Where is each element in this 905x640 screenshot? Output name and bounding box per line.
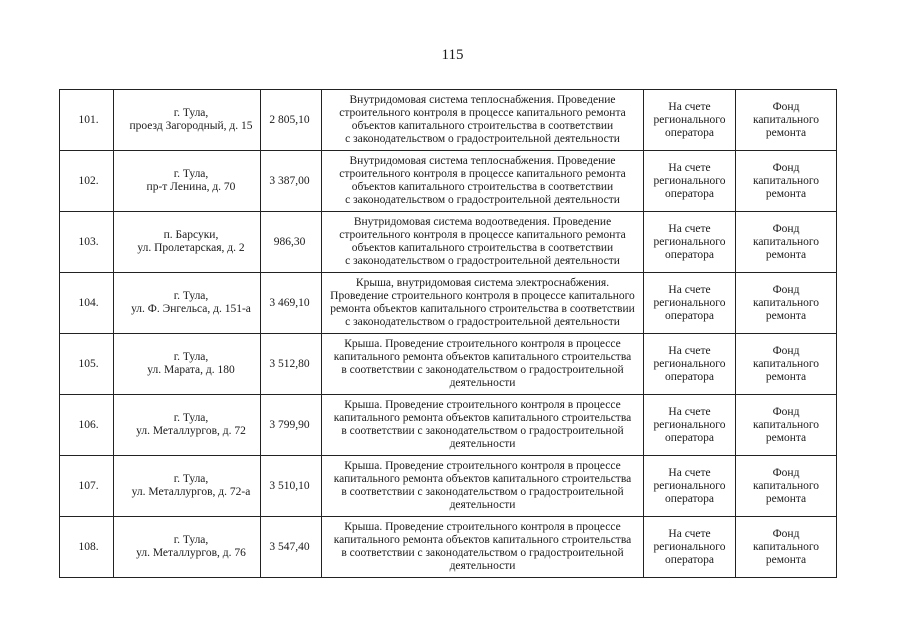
- address-line: г. Тула,: [173, 351, 209, 363]
- work-type-line: объектов капитального строительства в соответствии: [351, 242, 614, 254]
- account-cell: [644, 456, 736, 517]
- work-type-line: капитального ремонта объектов капитального строительства: [333, 473, 632, 485]
- account-line: На счете: [668, 344, 711, 357]
- account-line: оператора: [664, 309, 715, 322]
- fund-source-line: Фонд: [772, 344, 800, 357]
- table-row: [60, 90, 837, 151]
- row-number-cell: 106.: [60, 395, 114, 456]
- table-row: [60, 395, 837, 456]
- address-cell: [114, 151, 261, 212]
- page-number: 115: [441, 47, 464, 63]
- fund-source-line: капитального: [752, 357, 820, 370]
- row-number-cell: 108.: [60, 517, 114, 578]
- row-number-cell: 107.: [60, 456, 114, 517]
- fund-source-line: Фонд: [772, 466, 800, 479]
- account-line: регионального: [653, 479, 726, 492]
- address-line: ул. Пролетарская, д. 2: [137, 242, 245, 254]
- address-line: г. Тула,: [173, 534, 209, 546]
- address-cell: [114, 90, 261, 151]
- table-row: [60, 151, 837, 212]
- address-line: ул. Ф. Энгельса, д. 151-а: [131, 303, 251, 315]
- work-type-line: с законодательством о градостроительной деятельности: [345, 255, 620, 267]
- account-line: На счете: [668, 405, 711, 418]
- account-cell: [644, 273, 736, 334]
- work-type-line: капитального ремонта объектов капитального строительства: [333, 351, 632, 363]
- work-type-line: Внутридомовая система теплоснабжения. Проведение: [349, 155, 616, 167]
- fund-source-line: ремонта: [765, 187, 807, 200]
- work-type-line: ремонта объектов капитального строительства в соответствии: [330, 303, 635, 315]
- work-type-line: объектов капитального строительства в соответствии: [351, 181, 614, 193]
- address-line: пр-т Ленина, д. 70: [146, 181, 236, 193]
- address-line: ул. Металлургов, д. 72: [136, 425, 246, 437]
- account-line: регионального: [653, 235, 726, 248]
- work-type-cell: [322, 212, 644, 273]
- account-line: регионального: [653, 174, 726, 187]
- table-body: [60, 90, 837, 578]
- fund-source-line: Фонд: [772, 222, 800, 235]
- fund-source-line: капитального: [752, 113, 820, 126]
- address-line: п. Барсуки,: [163, 229, 219, 241]
- work-type-line: в соответствии с законодательством о градостроительной: [341, 547, 624, 559]
- account-line: На счете: [668, 466, 711, 479]
- account-line: оператора: [664, 553, 715, 566]
- work-type-line: с законодательством о градостроительной деятельности: [345, 316, 620, 328]
- work-type-line: Крыша. Проведение строительного контроля в процессе: [344, 521, 621, 533]
- fund-source-line: ремонта: [765, 431, 807, 444]
- address-line: ул. Металлургов, д. 76: [136, 547, 246, 559]
- fund-source-cell: [736, 517, 837, 578]
- fund-source-cell: [736, 456, 837, 517]
- fund-source-line: ремонта: [765, 370, 807, 383]
- address-cell: [114, 273, 261, 334]
- work-type-line: строительного контроля в процессе капитального ремонта: [339, 168, 626, 180]
- work-type-line: деятельности: [449, 560, 516, 572]
- account-line: оператора: [664, 248, 715, 261]
- account-line: оператора: [664, 187, 715, 200]
- work-type-cell: [322, 273, 644, 334]
- fund-source-line: капитального: [752, 418, 820, 431]
- fund-source-line: ремонта: [765, 492, 807, 505]
- work-type-line: объектов капитального строительства в соответствии: [351, 120, 614, 132]
- row-number-cell: 105.: [60, 334, 114, 395]
- fund-source-line: Фонд: [772, 405, 800, 418]
- cost-cell: 3 799,90: [261, 395, 322, 456]
- address-cell: [114, 334, 261, 395]
- fund-source-line: Фонд: [772, 283, 800, 296]
- address-line: г. Тула,: [173, 473, 209, 485]
- account-line: оператора: [664, 492, 715, 505]
- work-type-line: капитального ремонта объектов капитального строительства: [333, 412, 632, 424]
- account-line: На счете: [668, 283, 711, 296]
- table-row: [60, 456, 837, 517]
- account-line: оператора: [664, 126, 715, 139]
- row-number-cell: 102.: [60, 151, 114, 212]
- address-cell: [114, 456, 261, 517]
- cost-cell: 3 510,10: [261, 456, 322, 517]
- fund-source-line: капитального: [752, 540, 820, 553]
- table-row: [60, 273, 837, 334]
- work-type-line: деятельности: [449, 499, 516, 511]
- fund-source-line: Фонд: [772, 100, 800, 113]
- work-type-cell: [322, 90, 644, 151]
- address-line: ул. Марата, д. 180: [147, 364, 235, 376]
- address-line: ул. Металлургов, д. 72-а: [131, 486, 251, 498]
- fund-source-cell: [736, 334, 837, 395]
- fund-source-line: капитального: [752, 479, 820, 492]
- account-line: На счете: [668, 161, 711, 174]
- fund-source-cell: [736, 212, 837, 273]
- fund-source-line: ремонта: [765, 248, 807, 261]
- fund-source-line: капитального: [752, 235, 820, 248]
- work-type-cell: [322, 151, 644, 212]
- fund-source-line: ремонта: [765, 553, 807, 566]
- work-type-line: в соответствии с законодательством о градостроительной: [341, 486, 624, 498]
- work-type-cell: [322, 517, 644, 578]
- cost-cell: 2 805,10: [261, 90, 322, 151]
- work-type-line: Крыша. Проведение строительного контроля в процессе: [344, 460, 621, 472]
- account-cell: [644, 395, 736, 456]
- row-number-cell: 103.: [60, 212, 114, 273]
- account-cell: [644, 517, 736, 578]
- account-line: регионального: [653, 418, 726, 431]
- repair-register-table: [59, 89, 837, 578]
- fund-source-cell: [736, 273, 837, 334]
- table-row: [60, 212, 837, 273]
- work-type-line: деятельности: [449, 377, 516, 389]
- row-number-cell: 104.: [60, 273, 114, 334]
- account-cell: [644, 334, 736, 395]
- work-type-cell: [322, 334, 644, 395]
- cost-cell: 3 469,10: [261, 273, 322, 334]
- fund-source-line: капитального: [752, 296, 820, 309]
- account-cell: [644, 151, 736, 212]
- cost-cell: 986,30: [261, 212, 322, 273]
- address-line: г. Тула,: [173, 168, 209, 180]
- table-row: [60, 517, 837, 578]
- work-type-line: строительного контроля в процессе капитального ремонта: [339, 107, 626, 119]
- work-type-line: Крыша. Проведение строительного контроля в процессе: [344, 338, 621, 350]
- fund-source-cell: [736, 151, 837, 212]
- cost-cell: 3 512,80: [261, 334, 322, 395]
- account-cell: [644, 90, 736, 151]
- account-line: На счете: [668, 527, 711, 540]
- fund-source-line: ремонта: [765, 309, 807, 322]
- account-cell: [644, 212, 736, 273]
- account-line: регионального: [653, 357, 726, 370]
- account-line: На счете: [668, 222, 711, 235]
- work-type-line: строительного контроля в процессе капитального ремонта: [339, 229, 626, 241]
- address-line: г. Тула,: [173, 412, 209, 424]
- cost-cell: 3 387,00: [261, 151, 322, 212]
- fund-source-line: ремонта: [765, 126, 807, 139]
- cost-cell: 3 547,40: [261, 517, 322, 578]
- work-type-line: Крыша. Проведение строительного контроля в процессе: [344, 399, 621, 411]
- address-line: г. Тула,: [173, 290, 209, 302]
- fund-source-line: капитального: [752, 174, 820, 187]
- account-line: регионального: [653, 296, 726, 309]
- table-row: [60, 334, 837, 395]
- account-line: регионального: [653, 540, 726, 553]
- account-line: На счете: [668, 100, 711, 113]
- account-line: регионального: [653, 113, 726, 126]
- work-type-cell: [322, 456, 644, 517]
- address-cell: [114, 517, 261, 578]
- work-type-line: Проведение строительного контроля в процессе капитального: [330, 290, 635, 302]
- address-cell: [114, 395, 261, 456]
- work-type-line: деятельности: [449, 438, 516, 450]
- work-type-line: с законодательством о градостроительной деятельности: [345, 194, 620, 206]
- work-type-line: с законодательством о градостроительной деятельности: [345, 133, 620, 145]
- work-type-line: в соответствии с законодательством о градостроительной: [341, 425, 624, 437]
- work-type-cell: [322, 395, 644, 456]
- address-line: проезд Загородный, д. 15: [129, 120, 253, 132]
- work-type-line: Крыша, внутридомовая система электроснабжения.: [355, 277, 610, 289]
- fund-source-cell: [736, 90, 837, 151]
- fund-source-cell: [736, 395, 837, 456]
- account-line: оператора: [664, 370, 715, 383]
- work-type-line: капитального ремонта объектов капитального строительства: [333, 534, 632, 546]
- row-number-cell: 101.: [60, 90, 114, 151]
- work-type-line: Внутридомовая система водоотведения. Проведение: [353, 216, 612, 228]
- work-type-line: Внутридомовая система теплоснабжения. Проведение: [349, 94, 616, 106]
- fund-source-line: Фонд: [772, 161, 800, 174]
- account-line: оператора: [664, 431, 715, 444]
- fund-source-line: Фонд: [772, 527, 800, 540]
- work-type-line: в соответствии с законодательством о градостроительной: [341, 364, 624, 376]
- address-cell: [114, 212, 261, 273]
- address-line: г. Тула,: [173, 107, 209, 119]
